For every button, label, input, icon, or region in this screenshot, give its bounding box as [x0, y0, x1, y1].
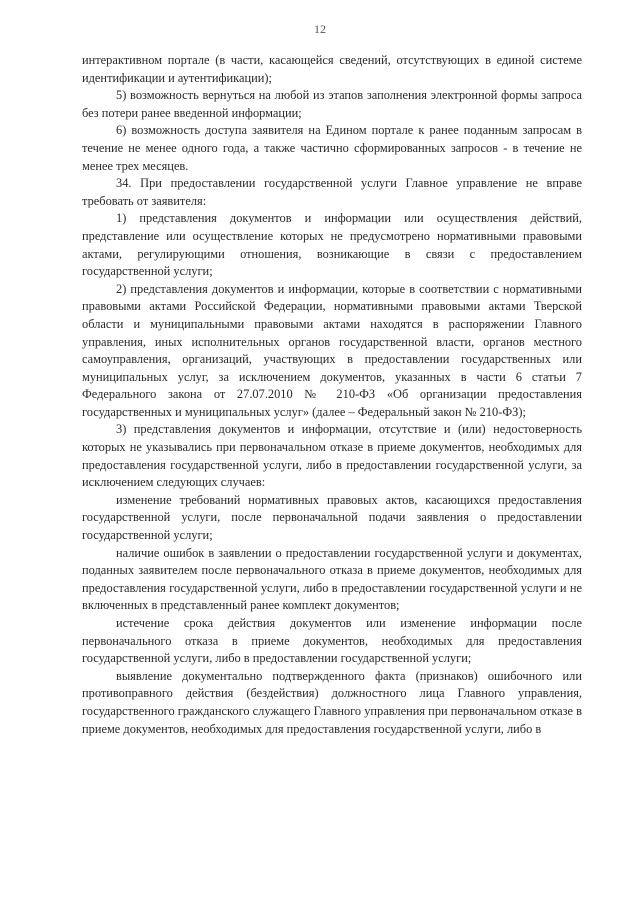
- paragraph: 3) представления документов и информации, отсутствие и (или) недостоверность которых не указывались при первоначальном отказе в приеме документов, необходимых для предоставления государственной услуги, либо в предоставлении государственной услуги, за исключением следующих случаев:: [82, 422, 582, 490]
- page-number: 12: [314, 22, 326, 36]
- paragraph: выявление документально подтвержденного факта (признаков) ошибочного или противоправного действия (бездействия) должностного лица Главного управления, государственного гражданского служащего Главного управления при первоначальном отказе в приеме документов, необходимых для предоставления государственной услуги, либо в: [82, 668, 582, 736]
- paragraph: 34. При предоставлении государственной услуги Главное управление не вправе требовать от заявителя:: [82, 176, 582, 208]
- paragraph: интерактивном портале (в части, касающейся сведений, отсутствующих в единой системе идентификации и аутентификации);: [82, 53, 582, 85]
- paragraph: 6) возможность доступа заявителя на Едином портале к ранее поданным запросам в течение не менее одного года, а также частично сформированных запросов - в течение не менее трех месяцев.: [82, 123, 582, 173]
- paragraph: изменение требований нормативных правовых актов, касающихся предоставления государственной услуги, после первоначальной подачи заявления о предоставлении государственной услуги;: [82, 492, 582, 543]
- paragraph: 1) представления документов и информации или осуществления действий, представление или осуществление которых не предусмотрено нормативными правовыми актами, регулирующими отношения, возникающие в связи с предоставлением государственной услуги;: [82, 211, 582, 279]
- paragraph: 5) возможность вернуться на любой из этапов заполнения электронной формы запроса без потери ранее введенной информации;: [82, 88, 582, 120]
- paragraph: истечение срока действия документов или изменение информации после первоначального отказа в приеме документов, необходимых для предоставления государственной услуги, либо в предоставлении государственной услуги;: [82, 616, 582, 666]
- paragraph: 2) представления документов и информации, которые в соответствии с нормативными правовыми актами Российской Федерации, нормативными правовыми актами Тверской области и муниципальными правовыми актами находятся в распоряжении Главного управления, иных исполнительных органов государственной власти, органов местного самоуправления, организаций, участвующих в предоставлении государственных или муниципальных услуг, за исключением документов, указанных в части 6 статьи 7 Федерального закона от 27.07.2010 № 210-ФЗ «Об организации предоставления государственных и муниципальных услуг» (далее – Федеральный закон № 210-ФЗ);: [82, 281, 582, 419]
- document-body: [82, 52, 582, 738]
- paragraph: наличие ошибок в заявлении о предоставлении государственной услуги и документах, поданных заявителем после первоначального отказа в приеме документов, необходимых для предоставления государственной услуги, либо в предоставлении государственной услуги и не включенных в представленный ранее комплект документов;: [82, 545, 582, 613]
